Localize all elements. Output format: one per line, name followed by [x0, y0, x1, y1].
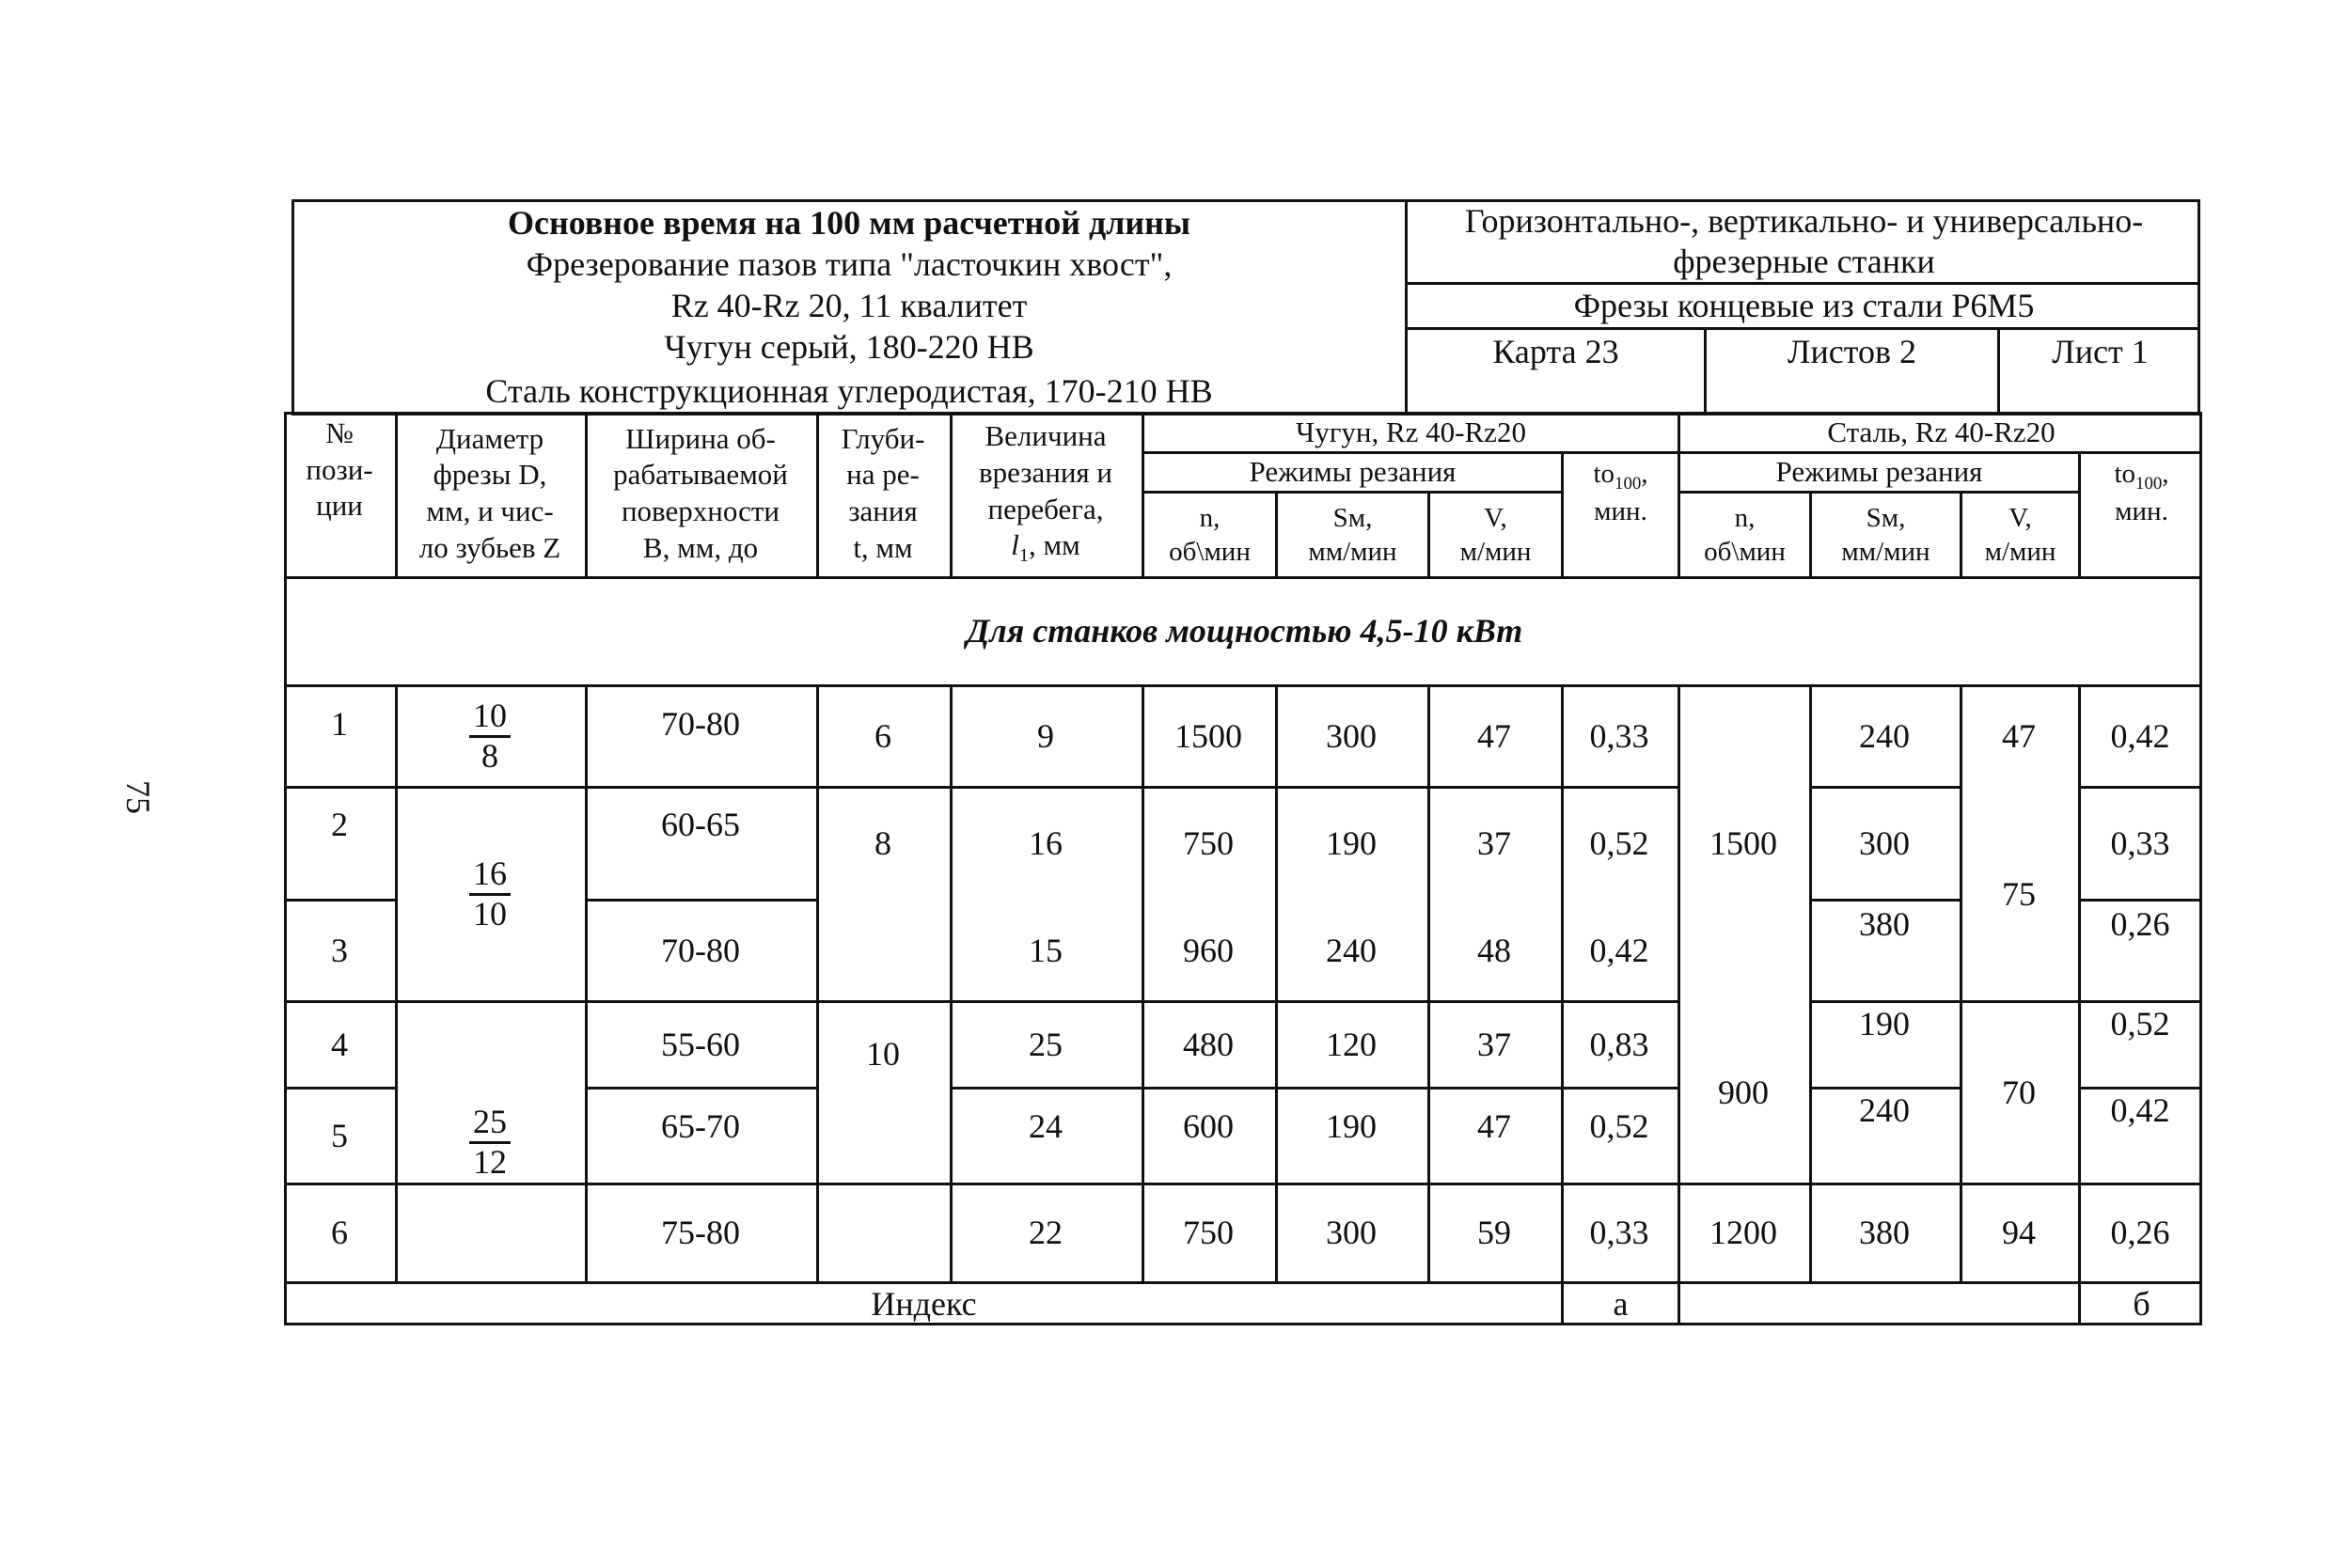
- page-number: 75: [119, 780, 157, 814]
- row-3-position: 3: [331, 931, 348, 969]
- cast-modes-header: Режимы резания: [1249, 455, 1457, 489]
- row-3-cast-sm: 240: [1326, 931, 1377, 969]
- row-3-length: 15: [1029, 931, 1063, 969]
- row-2-steel-sm: 300: [1859, 823, 1910, 862]
- machines-line-2: фрезерные станки: [1673, 243, 1935, 281]
- row-6-cast-time: 0,33: [1589, 1214, 1649, 1252]
- row-6-position: 6: [331, 1214, 348, 1252]
- row-4-steel-sm: 190: [1859, 1005, 1910, 1043]
- row-4-length: 25: [1029, 1025, 1063, 1063]
- row-1-steel-time: 0,42: [2110, 716, 2170, 755]
- row-6-cast-n: 750: [1183, 1214, 1234, 1252]
- row-5-length: 24: [1029, 1107, 1063, 1146]
- row-5-steel-sm: 240: [1859, 1091, 1910, 1130]
- index-cast: а: [1613, 1285, 1629, 1324]
- header-subtitle-4: Сталь конструкционная углеродистая, 170-210 HB: [485, 372, 1213, 411]
- row-3-cast-time: 0,42: [1589, 931, 1649, 969]
- row-1-cast-sm: 300: [1326, 716, 1377, 755]
- cast-v-header: V, м/мин: [1459, 502, 1532, 567]
- cast-iron-group-header: Чугун, Rz 40-Rz20: [1296, 415, 1526, 448]
- row-5-steel-time: 0,42: [2110, 1091, 2170, 1130]
- cast-n-header: n, об\мин: [1169, 502, 1251, 567]
- row-5-width: 65-70: [661, 1107, 740, 1146]
- row-1-steel-v: 47: [2002, 716, 2036, 755]
- row-2-cast-v: 37: [1477, 823, 1511, 862]
- steel-v-rows-2-3: 75: [2002, 874, 2036, 913]
- row-4-cast-time: 0,83: [1589, 1025, 1649, 1063]
- index-steel: б: [2133, 1285, 2150, 1324]
- row-4-cast-sm: 120: [1326, 1025, 1377, 1063]
- row-4-steel-time: 0,52: [2110, 1005, 2170, 1043]
- row-1-steel-sm: 240: [1859, 716, 1910, 755]
- col-header-depth: Глуби- на ре- зания t, мм: [841, 421, 925, 564]
- steel-n-rows-4-5: 900: [1718, 1073, 1769, 1111]
- row-3-steel-time: 0,26: [2110, 905, 2170, 944]
- row-6-steel-n: 1200: [1709, 1214, 1777, 1252]
- row-3-steel-sm: 380: [1859, 905, 1910, 944]
- steel-modes-header: Режимы резания: [1775, 455, 1983, 489]
- cutters-label: Фрезы концевые из стали Р6М5: [1573, 286, 2035, 324]
- row-4-width: 55-60: [661, 1025, 740, 1063]
- row-2-length: 16: [1029, 823, 1063, 862]
- depth-row-1: 6: [874, 716, 891, 755]
- row-1-width: 70-80: [661, 705, 740, 744]
- row-6-cast-sm: 300: [1326, 1214, 1377, 1252]
- sheet-number: Лист 1: [2052, 333, 2149, 371]
- row-5-position: 5: [331, 1116, 348, 1154]
- steel-n-rows-1-3: 1500: [1709, 823, 1777, 862]
- row-2-cast-time: 0,52: [1589, 823, 1649, 862]
- header-subtitle-3: Чугун серый, 180-220 HB: [664, 328, 1034, 367]
- card-number: Карта 23: [1492, 333, 1619, 371]
- row-4-position: 4: [331, 1025, 348, 1063]
- steel-sm-header: Sм, мм/мин: [1841, 502, 1930, 567]
- row-2-steel-time: 0,33: [2110, 823, 2170, 862]
- steel-v-rows-4-5: 70: [2002, 1073, 2036, 1111]
- col-header-diameter: Диаметр фрезы D, мм, и чис- ло зубьев Z: [418, 421, 561, 564]
- row-6-length: 22: [1029, 1214, 1063, 1252]
- row-4-cast-v: 37: [1477, 1025, 1511, 1063]
- steel-v-header: V, м/мин: [1984, 502, 2056, 567]
- row-3-width: 70-80: [661, 931, 740, 969]
- row-6-steel-v: 94: [2002, 1214, 2036, 1252]
- cast-sm-header: Sм, мм/мин: [1308, 502, 1397, 567]
- row-4-cast-n: 480: [1183, 1025, 1234, 1063]
- row-6-cast-v: 59: [1477, 1214, 1511, 1252]
- row-6-steel-time: 0,26: [2110, 1214, 2170, 1252]
- row-3-cast-v: 48: [1477, 931, 1511, 969]
- row-1-cast-time: 0,33: [1589, 716, 1649, 755]
- diameter-fraction-row-1: $\frac{10}{8}$: [395, 687, 585, 786]
- steel-time-header: $to_{100}$, мин.: [2114, 458, 2169, 527]
- machines-line-1: Горизонтально-, вертикально- и универсально-: [1464, 202, 2144, 241]
- row-2-cast-sm: 190: [1326, 823, 1377, 862]
- diameter-fraction-rows-2-3: $\frac{16}{10}$: [395, 789, 585, 1000]
- row-5-cast-v: 47: [1477, 1107, 1511, 1146]
- col-header-length: Величина врезания и перебега, $l_1$, мм: [978, 419, 1113, 567]
- row-5-cast-n: 600: [1183, 1107, 1234, 1146]
- sheets-count: Листов 2: [1788, 333, 1916, 371]
- steel-n-header: n, об\мин: [1704, 502, 1786, 567]
- depth-rows-4-6: 10: [866, 1035, 900, 1074]
- header-title: Основное время на 100 мм расчетной длины: [508, 204, 1190, 243]
- row-1-position: 1: [331, 705, 348, 744]
- diameter-fraction-rows-4-6: $\frac{25}{12}$: [395, 1003, 585, 1281]
- row-1-length: 9: [1037, 716, 1054, 755]
- row-2-width: 60-65: [661, 806, 740, 844]
- row-3-cast-n: 960: [1183, 931, 1234, 969]
- col-header-width: Ширина об- рабатываемой поверхности B, мм, до: [613, 421, 788, 564]
- header-subtitle-1: Фрезерование пазов типа "ласточкин хвост",: [526, 245, 1173, 284]
- section-title: Для станков мощностью 4,5-10 кВт: [966, 612, 1523, 651]
- row-1-cast-n: 1500: [1174, 716, 1242, 755]
- cast-time-header: $to_{100}$, мин.: [1593, 458, 1648, 527]
- row-6-steel-sm: 380: [1859, 1214, 1910, 1252]
- header-subtitle-2: Rz 40-Rz 20, 11 квалитет: [670, 287, 1028, 325]
- row-1-cast-v: 47: [1477, 716, 1511, 755]
- index-label: Индекс: [871, 1285, 977, 1324]
- steel-group-header: Сталь, Rz 40-Rz20: [1827, 415, 2056, 448]
- row-6-width: 75-80: [661, 1214, 740, 1252]
- col-header-position: № пози- ции: [306, 416, 373, 523]
- row-2-cast-n: 750: [1183, 823, 1234, 862]
- row-5-cast-time: 0,52: [1589, 1107, 1649, 1146]
- row-2-position: 2: [331, 806, 348, 844]
- row-5-cast-sm: 190: [1326, 1107, 1377, 1146]
- depth-rows-2-3: 8: [874, 823, 891, 862]
